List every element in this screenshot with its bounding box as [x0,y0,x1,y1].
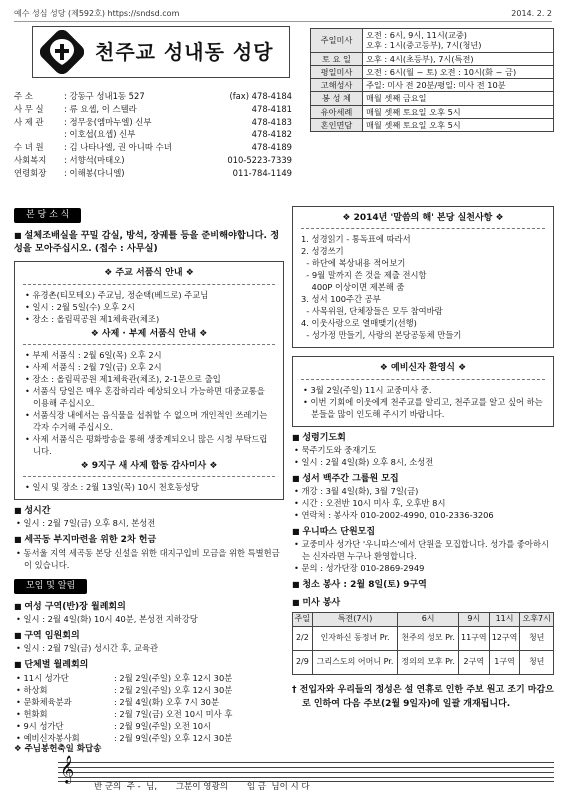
meeting-name: • 11시 성가단 [16,672,69,683]
schedule-line: 오후 : 1시(중고등부), 7시(청년) [366,40,482,51]
collection-title: ■ 세곡동 부지마련을 위한 2차 헌금 [14,535,284,546]
meeting-row [14,732,284,744]
bishop-ordination-title: ❖ 주교 서품식 안내 ❖ [104,268,194,279]
staff-name: : 류 요셉, 이 스텔라 [64,103,137,114]
right-column [292,206,554,711]
staff-phone: 478-4183 [251,116,292,127]
catechumen-box [292,356,554,426]
meeting-name: • 문화체육분과 [16,696,72,707]
music-score [14,744,554,794]
staff-lines [58,762,554,782]
mass-header-cell: 9시 [458,612,489,626]
collection-info: • 동서울 지역 세곡동 본당 신설을 위한 대지구입비 모금을 위한 특별헌금이 있습니다. [16,547,280,570]
priest-ordination-list [23,349,275,457]
meeting-row [14,720,284,732]
list-item: 4. 이웃사랑으로 열매맺기(선행) [301,318,417,329]
schedule-value [363,105,554,118]
schedule-row [311,79,554,92]
meeting-time: : 2월 4일(화) 오후 7시 30분 [114,696,219,707]
staff-phone: 010-5223-7339 [227,154,292,165]
schedule-key: 토 요 일 [311,52,363,65]
meeting3-title: ■ 단체별 월례회의 [14,660,284,671]
cleaning-title: ■ 청소 봉사 : 2월 8일(토) 9구역 [292,580,554,591]
meeting-row [14,672,284,684]
schedule-value [363,118,554,131]
mass-cell: 청년 [520,626,554,650]
list-item: • 서품식장 내에서는 음식물을 섭취할 수 없으며 개인적인 쓰레기는 각자 수거해 주십시오. [25,409,268,432]
meeting2-info: • 일시 : 2월 7일(금) 성시간 후, 교육관 [16,643,158,654]
mass-cell: 1구역 [489,650,520,674]
meeting-time: : 2월 9일(주일) 오전 10시 [114,720,212,731]
title-box [32,26,290,78]
schedule-key: 봉 성 체 [311,92,363,105]
staff-label: 사회복지 [14,154,47,165]
staff-row [14,154,292,167]
church-logo [39,29,85,75]
list-item: • 이번 기회에 이웃에게 천주교를 알리고, 천주교를 알고 싶어 하는 분들을 많이 인도해 주시기 바랍니다. [303,396,543,419]
thanks-mass-info: • 일시 및 장소 : 2월 13일(목) 10시 천호동성당 [25,482,199,492]
header [14,26,554,204]
staff-row [14,128,292,141]
meeting-name: • 하상회 [16,684,48,695]
catechumen-list [301,384,545,420]
list-item: • 일시 : 2월 4일(화) 오후 8시, 소성전 [294,456,434,467]
prayer-group-title: ■ 성령기도회 [292,433,554,444]
list-item: 3. 성서 100주간 공부 [301,294,381,305]
mass-header-cell: 오후7시 [520,612,554,626]
ordination-box [14,261,284,500]
meeting1-title: ■ 여성 구역(반)장 월례회의 [14,602,284,613]
schedule-row [311,52,554,65]
schedule-value [363,79,554,92]
schedule-line: 오전 : 6시, 9시, 11시(교중) [366,30,467,40]
mass-cell: 2/9 [293,650,313,674]
schedule-value [363,29,554,53]
notice-title: ■ 설체조배실을 꾸밀 감실, 방석, 장궤틀 등을 준비해야합니다. 정성을 모아주십시오. (접수 : 사무실) [14,229,284,255]
mass-schedule-table [310,28,554,132]
mass-cell: 천주의 성모 Pr. [398,626,459,650]
schedule-row [311,92,554,105]
mass-row [293,650,554,674]
mass-header-cell: 주일 [293,612,313,626]
staff-label: 수 녀 원 [14,142,44,153]
list-item: • 시간 : 오전반 10시 미사 후, 오후반 8시 [294,498,446,508]
list-item: • 연락처 : 봉사자 010-2002-4990, 010-2336-3206 [294,510,494,520]
thanks-mass-title: ❖ 9지구 새 사제 합동 감사미사 ❖ [80,460,218,471]
list-item: • 일시 : 2월 5일(수) 오후 2시 [25,301,135,312]
left-column [14,206,284,744]
schedule-key: 주일미사 [311,29,363,53]
psalm-label: ❖ 주님봉헌축일 화답송 [14,744,102,754]
priest-ordination-title: ❖ 사제 · 부제 서품식 안내 ❖ [90,328,208,339]
choir-title: ■ 우니따스 단원모집 [292,527,554,538]
staff-label [14,128,64,141]
schedule-line: 매월 셋째 토요일 오후 5시 [366,106,461,117]
schedule-line: 오후 : 4시(초등부), 7시(특전) [366,53,474,64]
schedule-value [363,52,554,65]
meeting-name: • 9시 성가단 [16,720,64,731]
list-item: - 성가정 만들기, 사랑의 본당공동체 만들기 [301,330,462,341]
mass-cell: 2구역 [458,650,489,674]
mass-header-cell: 6시 [398,612,459,626]
meeting1-info: • 일시 : 2월 4일(화) 10시 40분, 본성전 지하강당 [16,614,198,624]
bible-study-list [292,485,554,521]
list-item: • 사제 서품식은 평화방송을 통해 생중계되오니 많은 시청 부탁드립니다. [25,433,268,456]
list-item: • 교중미사 성가단 '우니따스'에서 단원을 모집합니다. 성가를 좋아하시는 신자라면 누구나 환영합니다. [294,539,549,562]
schedule-key: 혼인면담 [311,118,363,131]
mass-header-cell: 11시 [489,612,520,626]
holy-hour-title: ■ 성시간 [14,506,284,517]
meeting2-title: ■ 구역 임원회의 [14,631,284,642]
mass-cell: 12구역 [489,626,520,650]
staff-label: 연령회장 [14,167,47,178]
schedule-line: 주일: 미사 전 20분/평일: 미사 전 10분 [366,80,506,90]
list-item: • 묵주기도와 중재기도 [294,444,377,455]
schedule-line: 매월 셋째 금요일 [366,93,427,104]
mass-cell: 정의의 모후 Pr. [398,650,459,674]
catechumen-title: ❖ 예비신자 환영식 ❖ [379,363,467,374]
staff-label: 사 제 관 [14,116,44,127]
list-item: 400P 이상이면 제본해 줌 [301,282,405,293]
staff-name: : 서향석(마태오) [64,154,125,165]
mass-row [293,626,554,650]
bishop-ordination-list [23,289,275,325]
schedule-value [363,92,554,105]
meeting-time: : 2월 9일(주일) 오후 12시 30분 [114,732,233,743]
meeting-name: • 예비신자봉사회 [16,732,80,743]
staff-name: : 이해봉(다니엘) [64,167,125,178]
list-item: • 사제 서품식 : 2월 7일(금) 오후 2시 [25,361,162,372]
meeting-row [14,708,284,720]
list-item: • 장소 : 올림픽공원 제1체육관(체조), 2-1문으로 출입 [25,373,221,384]
staff-row [14,167,292,180]
bulletin-date: 2014. 2. 2 [511,8,552,18]
bulletin-info: 예수 성심 성당 (제592호) https://sndsd.com [14,8,180,18]
list-item: • 부제 서품식 : 2월 6일(목) 오후 2시 [25,349,162,360]
list-item: 2. 성경쓰기 [301,246,344,257]
staff-phone: 478-4189 [251,142,292,153]
schedule-row [311,29,554,53]
meeting-time: : 2월 7일(금) 오전 10시 미사 후 [114,708,233,719]
list-item: • 서품식 당일은 매우 혼잡하리라 예상되오니 가능하면 대중교통을 이용해 주십시오. [25,385,265,408]
staff-list [14,90,292,180]
mass-cell: 청년 [520,650,554,674]
staff-phone: 478-4182 [251,129,292,140]
mass-header-cell: 특전(7시) [312,612,398,626]
mass-cell: 2/2 [293,626,313,650]
meeting-time: : 2월 2일(주일) 오후 12시 30분 [114,672,233,683]
pastoral-box [292,206,554,348]
schedule-line: 매월 셋째 토요일 오후 5시 [366,119,461,130]
choir-list [292,538,554,574]
meeting-row [14,696,284,708]
schedule-row [311,65,554,78]
staff-phone: 011-784-1149 [232,167,292,178]
pastoral-list [301,233,545,341]
lyrics: 반 군의 주 - 님, 그분이 영광의 임 금 님이 시 다 [94,782,310,792]
list-item: • 3월 2일(주일) 11시 교중미사 중. [303,384,432,395]
staff-name: : 정무웅(엠마누엘) 신부 [64,116,152,127]
mass-cell: 그리스도의 어머니 Pr. [312,650,398,674]
staff-row [14,90,292,103]
top-bar [14,6,552,22]
staff-label: 사 무 실 [14,103,44,114]
schedule-key: 고해성사 [311,79,363,92]
list-item: 1. 성경읽기 - 통독표에 따라서 [301,234,411,245]
treble-clef-icon: 𝄞 [60,755,75,783]
schedule-row [311,105,554,118]
meeting3-list [14,672,284,744]
list-item: - 9월 말까지 쓴 것을 제출 전시함 [301,270,427,281]
staff-row [14,141,292,154]
mass-service-table [292,612,554,675]
mass-cell: 11구역 [458,626,489,650]
list-item: • 유경촌(티모테오) 주교님, 정순택(베드로) 주교님 [25,289,209,300]
list-item: • 개강 : 3월 4일(화), 3월 7일(금) [294,486,419,496]
staff-name: : 이호섭(요셉) 신부 [64,129,136,140]
pastoral-title: ❖ 2014년 '말씀의 해' 본당 실천사항 ❖ [342,213,504,223]
meeting-name: • 헌화회 [16,708,48,719]
staff-name: : 김 나타나엘, 권 아니따 수녀 [64,142,172,153]
church-title: 천주교 성내동 성당 [95,39,274,64]
schedule-key: 유아세례 [311,105,363,118]
list-item: • 문의 : 성가단장 010-2869-2949 [294,563,425,574]
meetings-banner: 모임 및 알림 [14,579,87,594]
meeting-time: : 2월 2일(주일) 오후 12시 30분 [114,684,233,695]
schedule-line: 오전 : 6시(월 ~ 토) 오전 : 10시(화 ~ 금) [366,66,517,77]
list-item: • 장소 : 올림픽공원 제1체육관(체조) [25,313,160,324]
schedule-row [311,118,554,131]
list-item: - 하단에 복상내용 적어보기 [301,258,406,269]
mass-service-title: ■ 미사 봉사 [292,598,554,609]
memorial-note: † 전입자와 우리들의 정성은 설 연휴로 인한 주보 원고 조기 마감으로 인하여 다음 주보(2월 9일자)에 일괄 개재됩니다. [292,684,554,709]
staff-label: 주 소 [14,91,33,101]
list-item: - 사목위원, 단체장들은 모두 참여바람 [301,306,443,317]
holy-hour-info: • 일시 : 2월 7일(금) 오후 8시, 본성전 [16,518,156,529]
schedule-key: 평일미사 [311,65,363,78]
staff-phone: 478-4181 [251,103,292,114]
mass-cell: 인자하신 동정녀 Pr. [312,626,398,650]
staff-phone: (fax) 478-4184 [229,91,292,101]
staff-name: : 강동구 성내1동 527 [64,91,145,101]
staff-row [14,116,292,129]
prayer-group-list [292,444,554,468]
meeting-row [14,684,284,696]
mass-header-row [293,612,554,626]
schedule-value [363,65,554,78]
parish-news-banner: 본 당 소 식 [14,208,81,223]
staff-row [14,103,292,116]
bible-study-title: ■ 성서 백주간 그룹원 모집 [292,474,554,485]
